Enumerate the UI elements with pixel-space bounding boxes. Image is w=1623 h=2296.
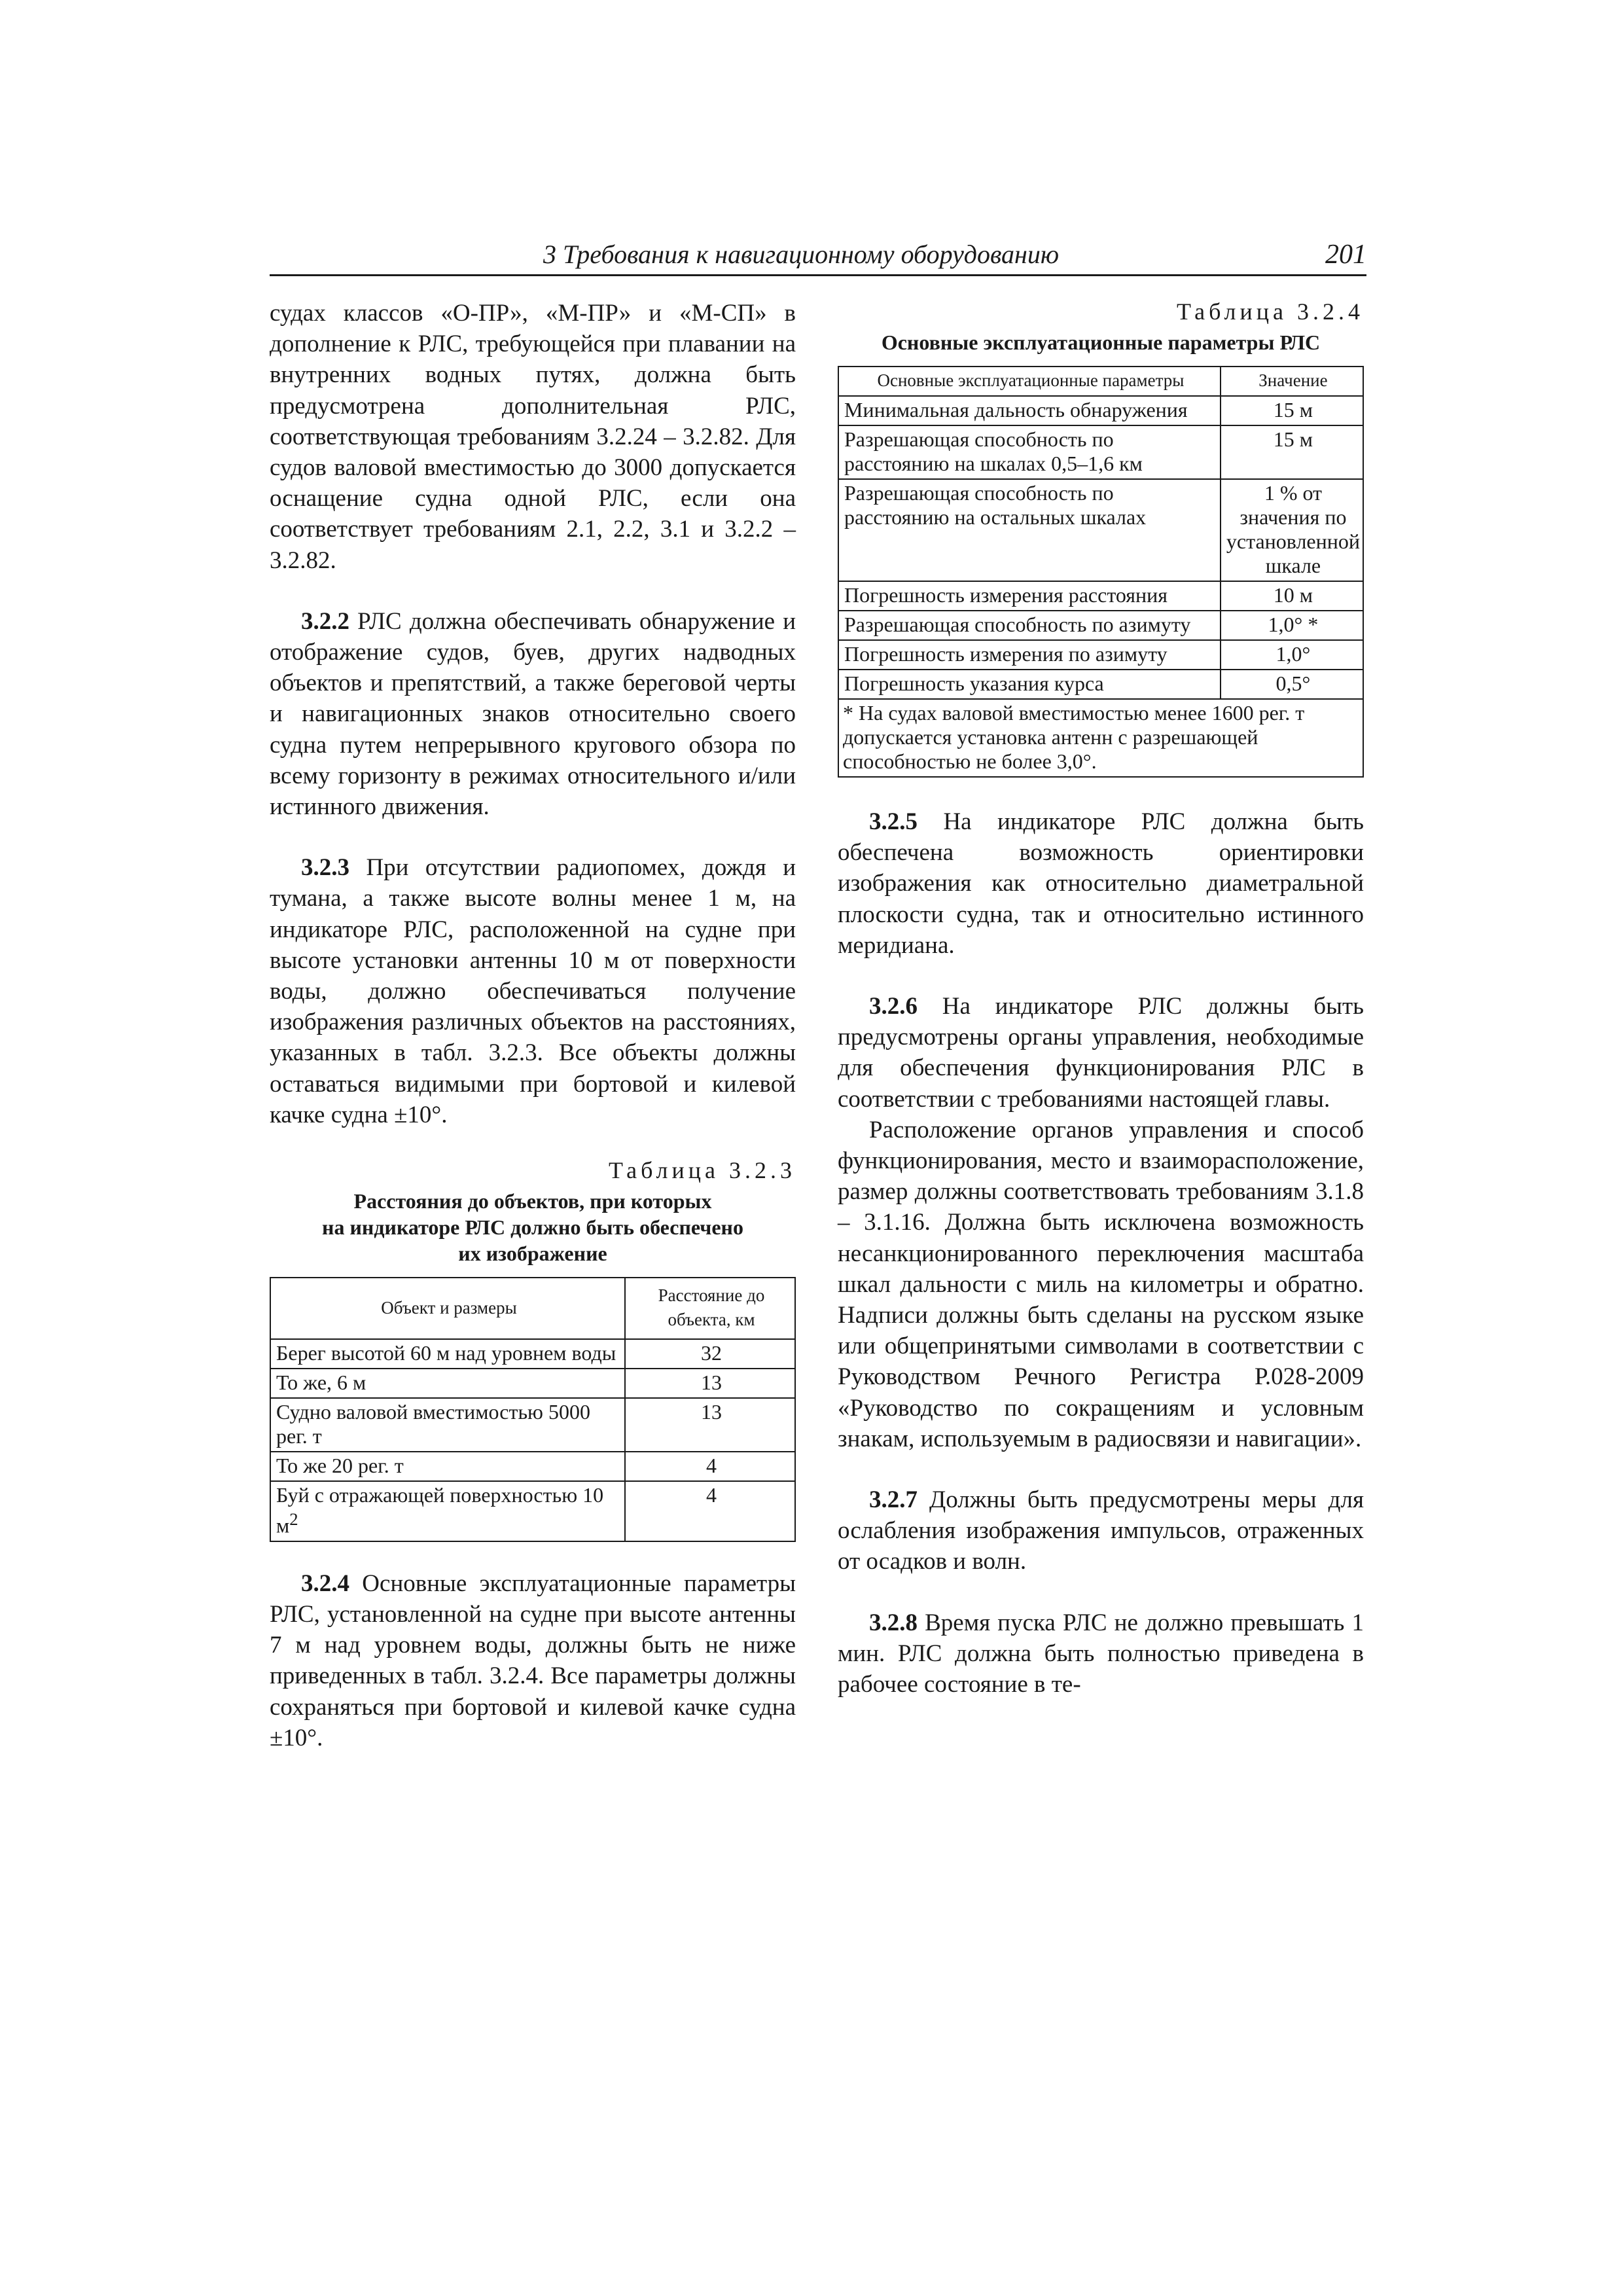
table-footnote: * На судах валовой вместимостью менее 1600 рег. т допускается установка антенн с разрешающей способностью не более 3,0°. (838, 699, 1363, 777)
parameter-cell: Погрешность указания курса (838, 670, 1221, 699)
value-cell: 0,5° (1221, 670, 1363, 699)
table-caption (270, 1188, 796, 1266)
running-header (270, 239, 1366, 276)
distance-cell: 4 (625, 1481, 795, 1541)
distance-table (270, 1277, 796, 1542)
column-header-value: Значение (1221, 367, 1363, 396)
column-header-distance (625, 1278, 795, 1339)
column-header-object: Объект и размеры (270, 1278, 625, 1339)
section-3-2-6 (838, 991, 1364, 1115)
object-cell: То же 20 рег. т (270, 1452, 625, 1481)
section-text: Время пуска РЛС не должно превышать 1 мин. РЛС должна быть полностью приведена в рабочее состояние в те- (838, 1609, 1364, 1698)
page-number: 201 (1325, 240, 1366, 270)
table-row (838, 611, 1363, 640)
parameter-cell: Погрешность измерения расстояния (838, 581, 1221, 611)
table-label: Таблица 3.2.4 (1177, 298, 1364, 325)
object-cell: Берег высотой 60 м над уровнем воды (270, 1339, 625, 1369)
paragraph-continued: судах классов «О-ПР», «М-ПР» и «М-СП» в дополнение к РЛС, требующейся при плавании на внутренних водных путях, должна быть предусмотрена дополнительная РЛС, соответствующая требованиям 3.2.24 – 3.2.82. Для судов валовой вместимостью до 3000 допускается оснащение судна одной РЛС, если она соответствует требованиям 2.1, 2.2, 3.1 и 3.2.2 – 3.2.82. (270, 300, 796, 574)
section-3-2-7 (838, 1484, 1364, 1577)
section-text: Должны быть предусмотрены меры для ослабления изображения импульсов, отраженных от осадков и волн. (838, 1486, 1364, 1575)
value-cell: 1,0° * (1221, 611, 1363, 640)
right-column (838, 298, 1364, 1730)
section-text: На индикаторе РЛС должна быть обеспечена возможность ориентировки изображения как относительно диаметральной плоскости судна, так и относительно истинного меридиана. (838, 808, 1364, 959)
paragraph-controls-location: Расположение органов управления и способ функционирования, место и взаиморасположение, размер должны соответствовать требованиям 3.1.8 – 3.1.16. Должна быть исключена возможность несанкционированного переключения масштаба шкал дальности с миль на километры и обратно. Надписи должны быть сделаны на русском языке или общепринятыми символами в соответствии с Руководством Речного Регистра Р.028-2009 «Руководство по сокращениям и условным знакам, используемым в радиосвязи и навигации». (838, 1116, 1364, 1452)
table-header-row (270, 1278, 795, 1339)
table-row (838, 670, 1363, 699)
section-3-2-5 (838, 806, 1364, 961)
table-row (270, 1398, 795, 1452)
table-row (838, 396, 1363, 425)
header-line: объекта, км (668, 1310, 755, 1330)
table-row (270, 1481, 795, 1541)
section-3-2-3 (270, 852, 796, 1130)
parameter-cell: Минимальная дальность обнаружения (838, 396, 1221, 425)
value-cell: 1,0° (1221, 640, 1363, 670)
value-cell: 15 м (1221, 396, 1363, 425)
table-row (270, 1339, 795, 1369)
distance-cell: 32 (625, 1339, 795, 1369)
table-row (838, 479, 1363, 581)
distance-cell: 13 (625, 1398, 795, 1452)
distance-cell: 13 (625, 1369, 795, 1398)
section-text: РЛС должна обеспечивать обнаружение и отображение судов, буев, других надводных объектов и препятствий, а также береговой черты и навигационных знаков относительно своего судна путем непрерывного кругового обзора по всему горизонту в режимах относительного и/или истинного движения. (270, 607, 796, 821)
table-footnote-row (838, 699, 1363, 777)
parameter-cell: Разрешающая способность по азимуту (838, 611, 1221, 640)
caption-line: их изображение (458, 1242, 607, 1266)
table-3-2-4 (838, 298, 1364, 778)
object-cell (270, 1481, 625, 1541)
object-cell: Судно валовой вместимостью 5000 рег. т (270, 1398, 625, 1452)
section-number: 3.2.6 (869, 993, 918, 1020)
table-3-2-3 (270, 1157, 796, 1542)
section-text: При отсутствии радиопомех, дождя и тумана, а также высоте волны менее 1 м, на индикаторе РЛС, расположенной на судне при высоте установки антенны 10 м от поверхности воды, должно обеспечиваться получение изображения различных объектов на расстояниях, указанных в табл. 3.2.3. Все объекты должны оставаться видимыми при бортовой и килевой качке судна ±10°. (270, 854, 796, 1128)
section-number: 3.2.5 (869, 808, 918, 835)
table-row (838, 581, 1363, 611)
caption-line: на индикаторе РЛС должно быть обеспечено (322, 1215, 743, 1240)
table-row (838, 640, 1363, 670)
caption-line: Расстояния до объектов, при которых (353, 1189, 712, 1213)
object-cell: То же, 6 м (270, 1369, 625, 1398)
table-row (270, 1452, 795, 1481)
section-number: 3.2.8 (869, 1609, 918, 1636)
section-3-2-2 (270, 606, 796, 822)
section-number: 3.2.4 (301, 1570, 349, 1597)
value-cell: 1 % от значения по установленной шкале (1221, 479, 1363, 581)
section-3-2-4 (270, 1568, 796, 1753)
value-cell: 10 м (1221, 581, 1363, 611)
object-text: Буй с отражающей поверхностью 10 м (276, 1483, 604, 1537)
section-3-2-8 (838, 1607, 1364, 1700)
section-number: 3.2.7 (869, 1486, 918, 1514)
table-caption: Основные эксплуатационные параметры РЛС (881, 331, 1321, 354)
table-row (270, 1369, 795, 1398)
section-number: 3.2.3 (301, 854, 349, 882)
column-header-parameter: Основные эксплуатационные параметры (838, 367, 1221, 396)
table-header-row (838, 367, 1363, 396)
section-text: На индикаторе РЛС должны быть предусмотрены органы управления, необходимые для обеспечения функционирования РЛС в соответствии с требованиями настоящей главы. (838, 993, 1364, 1113)
chapter-title: 3 Требования к навигационному оборудованию (543, 240, 1060, 269)
section-text: Основные эксплуатационные параметры РЛС, установленной на судне при высоте антенны 7 м над уровнем воды, должны быть не ниже приведенных в табл. 3.2.4. Все параметры должны сохраняться при бортовой и килевой качке судна ±10°. (270, 1570, 796, 1751)
value-cell: 15 м (1221, 425, 1363, 479)
distance-cell: 4 (625, 1452, 795, 1481)
header-line: Расстояние до (658, 1285, 765, 1306)
section-number: 3.2.2 (301, 607, 349, 635)
parameters-table (838, 366, 1364, 778)
table-row (838, 425, 1363, 479)
left-column (270, 298, 796, 1784)
table-label: Таблица 3.2.3 (609, 1157, 796, 1184)
parameter-cell: Разрешающая способность по расстоянию на шкалах 0,5–1,6 км (838, 425, 1221, 479)
parameter-cell: Погрешность измерения по азимуту (838, 640, 1221, 670)
superscript: 2 (289, 1509, 298, 1530)
parameter-cell: Разрешающая способность по расстоянию на остальных шкалах (838, 479, 1221, 581)
